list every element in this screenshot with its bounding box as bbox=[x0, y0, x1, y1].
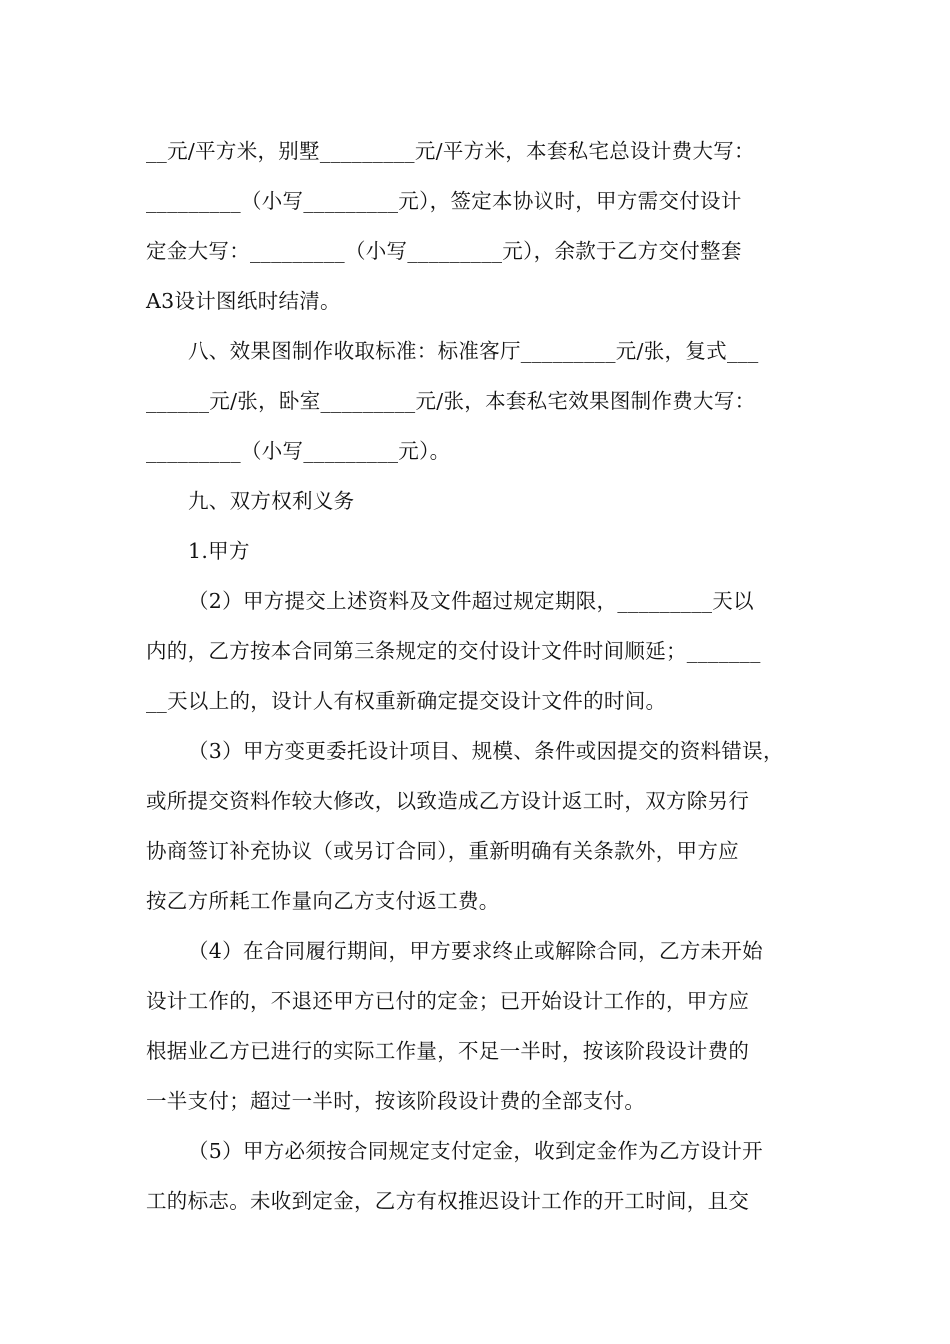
text-line: 设计工作的，不退还甲方已付的定金；已开始设计工作的，甲方应 bbox=[146, 989, 750, 1013]
text-line: （4）在合同履行期间，甲方要求终止或解除合同，乙方未开始 bbox=[188, 939, 763, 963]
text-line: 协商签订补充协议（或另订合同），重新明确有关条款外，甲方应 bbox=[146, 839, 739, 863]
text-line: 或所提交资料作较大修改，以致造成乙方设计返工时，双方除另行 bbox=[146, 789, 750, 813]
text-line: _________（小写_________元）。 bbox=[146, 439, 451, 463]
text-line: 一半支付；超过一半时，按该阶段设计费的全部支付。 bbox=[146, 1089, 646, 1113]
text-line: （2）甲方提交上述资料及文件超过规定期限，_________天以 bbox=[188, 589, 754, 613]
text-line: A3设计图纸时结清。 bbox=[146, 289, 341, 313]
text-line: 按乙方所耗工作量向乙方支付返工费。 bbox=[146, 889, 500, 913]
text-line: 八、效果图制作收取标准：标准客厅_________元/张，复式___ bbox=[188, 339, 759, 363]
text-line: （5）甲方必须按合同规定支付定金，收到定金作为乙方设计开 bbox=[188, 1139, 763, 1163]
text-line: 根据业乙方已进行的实际工作量，不足一半时，按该阶段设计费的 bbox=[146, 1039, 750, 1063]
text-line: ______元/张，卧室_________元/张，本套私宅效果图制作费大写： bbox=[146, 389, 756, 413]
subsection-heading: 1.甲方 bbox=[188, 539, 250, 563]
text-line: 工的标志。未收到定金，乙方有权推迟设计工作的开工时间，且交 bbox=[146, 1189, 750, 1213]
text-line: （3）甲方变更委托设计项目、规模、条件或因提交的资料错误， bbox=[188, 739, 784, 763]
text-line: __元/平方米，别墅_________元/平方米，本套私宅总设计费大写： bbox=[146, 139, 755, 163]
text-line: 定金大写：_________（小写_________元），余款于乙方交付整套 bbox=[146, 239, 742, 263]
section-heading: 九、双方权利义务 bbox=[188, 489, 355, 513]
text-line: _________（小写_________元），签定本协议时，甲方需交付设计 bbox=[146, 189, 742, 213]
text-line: 内的，乙方按本合同第三条规定的交付设计文件时间顺延；_______ bbox=[146, 639, 761, 663]
text-line: __天以上的，设计人有权重新确定提交设计文件的时间。 bbox=[146, 689, 667, 713]
